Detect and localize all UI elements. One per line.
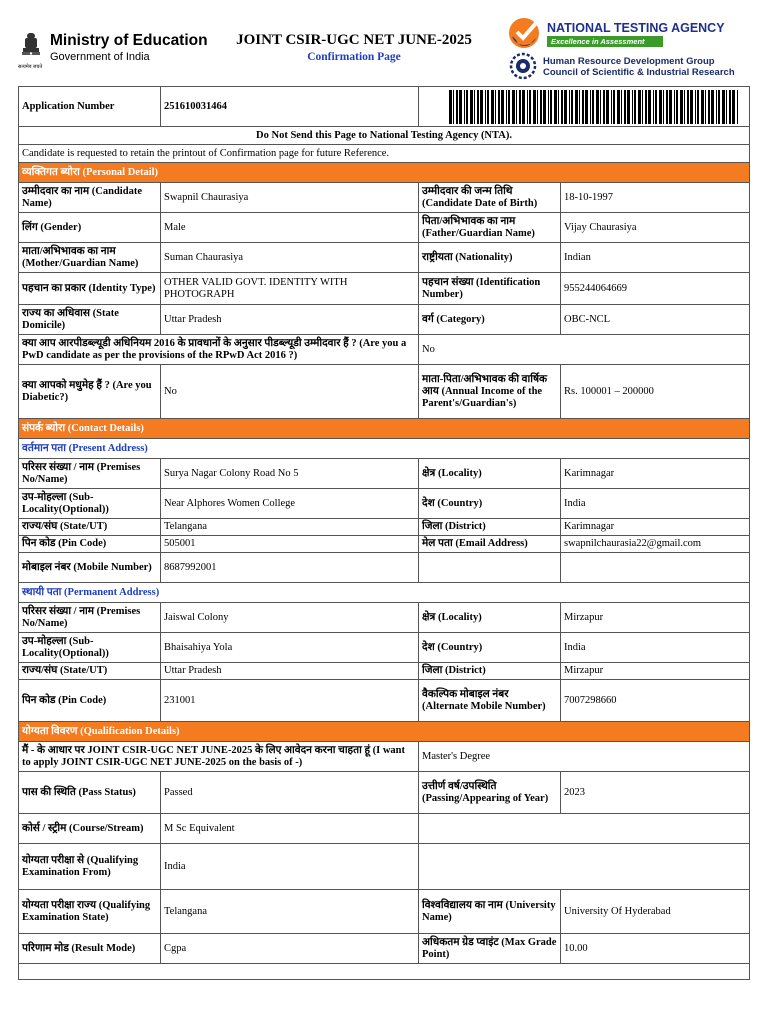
barcode-bar bbox=[453, 90, 454, 124]
table-row bbox=[19, 633, 750, 663]
email-label: मेल पता (Email Address) bbox=[419, 536, 561, 553]
diabetic-label: क्या आपको मधुमेह हैं ? (Are you Diabetic?) bbox=[19, 365, 161, 419]
permanent-address-header: स्थायी पता (Permanent Address) bbox=[19, 583, 750, 603]
present-premises-label: परिसर संख्या / नाम (Premises No/Name) bbox=[19, 459, 161, 489]
diabetic-value: No bbox=[161, 365, 419, 419]
barcode-bar bbox=[711, 90, 714, 124]
alt-mobile-value: 7007298660 bbox=[561, 680, 750, 722]
present-address-header: वर्तमान पता (Present Address) bbox=[19, 439, 750, 459]
application-number-label: Application Number bbox=[19, 87, 161, 127]
barcode-bar bbox=[716, 90, 717, 124]
empty-cell bbox=[419, 844, 750, 890]
perm-premises-value: Jaiswal Colony bbox=[161, 603, 419, 633]
table-row bbox=[19, 305, 750, 335]
income-label: माता-पिता/अभिभावक की वार्षिक आय (Annual Income of the Parent's/Guardian's) bbox=[419, 365, 561, 419]
perm-state-value: Uttar Pradesh bbox=[161, 663, 419, 680]
result-mode-value: Cgpa bbox=[161, 934, 419, 964]
perm-premises-label: परिसर संख्या / नाम (Premises No/Name) bbox=[19, 603, 161, 633]
barcode-bar bbox=[459, 90, 462, 124]
barcode-bar bbox=[561, 90, 563, 124]
present-state-value: Telangana bbox=[161, 519, 419, 536]
ministry-title: Ministry of Education bbox=[50, 32, 208, 49]
barcode-bar bbox=[571, 90, 573, 124]
present-sublocality-label: उप-मोहल्ला (Sub-Locality(Optional)) bbox=[19, 489, 161, 519]
barcode-bar bbox=[590, 90, 591, 124]
nta-logo-icon bbox=[506, 16, 546, 50]
agency-name: NATIONAL TESTING AGENCY bbox=[547, 21, 725, 35]
application-number: 251610031464 bbox=[161, 87, 419, 127]
barcode-bar bbox=[613, 90, 615, 124]
barcode-bar bbox=[548, 90, 549, 124]
basis-label: मैं - के आधार पर JOINT CSIR-UGC NET JUNE-2025 के लिए आवेदन करना चाहता हूं (I want to apply JOINT CSIR-UGC NET JUNE-2025 on the basis of -) bbox=[19, 742, 419, 772]
barcode-bar bbox=[600, 90, 601, 124]
barcode-bar bbox=[464, 90, 465, 124]
barcode-bar bbox=[449, 90, 452, 124]
table-row bbox=[19, 844, 750, 890]
pass-status-label: पास की स्थिति (Pass Status) bbox=[19, 772, 161, 814]
perm-district-label: जिला (District) bbox=[419, 663, 561, 680]
barcode-bar bbox=[722, 90, 725, 124]
present-premises-value: Surya Nagar Colony Road No 5 bbox=[161, 459, 419, 489]
pass-status-value: Passed bbox=[161, 772, 419, 814]
personal-section-header: व्यक्तिगत ब्योरा (Personal Detail) bbox=[19, 163, 750, 183]
barcode-bar bbox=[621, 90, 622, 124]
barcode-bar bbox=[540, 90, 542, 124]
barcode-bar bbox=[477, 90, 479, 124]
barcode-image bbox=[449, 90, 741, 124]
exam-state-label: योग्यता परीक्षा राज्य (Qualifying Examination State) bbox=[19, 890, 161, 934]
barcode-bar bbox=[516, 90, 517, 124]
father-label: पिता/अभिभावक का नाम (Father/Guardian Name) bbox=[419, 213, 561, 243]
table-row bbox=[19, 519, 750, 536]
present-district-value: Karimnagar bbox=[561, 519, 750, 536]
application-row bbox=[19, 87, 750, 127]
exam-from-label: योग्यता परीक्षा से (Qualifying Examination From) bbox=[19, 844, 161, 890]
barcode-bar bbox=[485, 90, 486, 124]
gender-label: लिंग (Gender) bbox=[19, 213, 161, 243]
table-row bbox=[19, 365, 750, 419]
emblem-caption: सत्यमेव जयते bbox=[18, 65, 43, 70]
barcode-bar bbox=[634, 90, 636, 124]
barcode-bar bbox=[627, 90, 630, 124]
gender-value: Male bbox=[161, 213, 419, 243]
perm-sublocality-label: उप-मोहल्ला (Sub-Locality(Optional)) bbox=[19, 633, 161, 663]
table-row bbox=[19, 934, 750, 964]
perm-pin-value: 231001 bbox=[161, 680, 419, 722]
empty-cell bbox=[419, 553, 561, 583]
barcode-bar bbox=[676, 90, 678, 124]
present-pin-label: पिन कोड (Pin Code) bbox=[19, 536, 161, 553]
barcode-bar bbox=[554, 90, 557, 124]
barcode-bar bbox=[642, 90, 643, 124]
mother-value: Suman Chaurasiya bbox=[161, 243, 419, 273]
ministry-logo bbox=[18, 30, 208, 70]
table-row bbox=[19, 335, 750, 365]
barcode-bar bbox=[474, 90, 475, 124]
barcode-cell bbox=[419, 87, 750, 127]
perm-locality-value: Mirzapur bbox=[561, 603, 750, 633]
barcode-bar bbox=[564, 90, 567, 124]
page-header bbox=[0, 0, 768, 86]
do-not-send-notice: Do Not Send this Page to National Testing Agency (NTA). bbox=[19, 127, 750, 145]
category-label: वर्ग (Category) bbox=[419, 305, 561, 335]
domicile-value: Uttar Pradesh bbox=[161, 305, 419, 335]
barcode-bar bbox=[655, 90, 657, 124]
barcode-bar bbox=[705, 90, 706, 124]
barcode-bar bbox=[498, 90, 500, 124]
barcode-bar bbox=[501, 90, 504, 124]
barcode-bar bbox=[470, 90, 473, 124]
table-row bbox=[19, 814, 750, 844]
exam-title: JOINT CSIR-UGC NET JUNE-2025 bbox=[236, 32, 472, 48]
perm-locality-label: क्षेत्र (Locality) bbox=[419, 603, 561, 633]
present-country-value: India bbox=[561, 489, 750, 519]
barcode-bar bbox=[527, 90, 528, 124]
barcode-bar bbox=[659, 90, 662, 124]
mobile-label: मोबाइल नंबर (Mobile Number) bbox=[19, 553, 161, 583]
pwd-label: क्या आप आरपीडब्ल्यूडी अधिनियम 2016 के प्रावधानों के अनुसार पीडब्ल्यूडी उम्मीदवार हैं ? (Are you a PwD candidate as per the provisions of the RPwD Act 2016 ?) bbox=[19, 335, 419, 365]
barcode-bar bbox=[701, 90, 704, 124]
barcode-bar bbox=[666, 90, 668, 124]
barcode-bar bbox=[684, 90, 685, 124]
nationality-label: राष्ट्रीयता (Nationality) bbox=[419, 243, 561, 273]
exam-from-value: India bbox=[161, 844, 419, 890]
present-locality-label: क्षेत्र (Locality) bbox=[419, 459, 561, 489]
university-label: विश्वविद्यालय का नाम (University Name) bbox=[419, 890, 561, 934]
barcode-bar bbox=[632, 90, 633, 124]
max-grade-label: अधिकतम ग्रेड प्वाइंट (Max Grade Point) bbox=[419, 934, 561, 964]
result-mode-label: परिणाम मोड (Result Mode) bbox=[19, 934, 161, 964]
id-type-label: पहचान का प्रकार (Identity Type) bbox=[19, 273, 161, 305]
barcode-bar bbox=[680, 90, 683, 124]
table-row bbox=[19, 663, 750, 680]
perm-state-label: राज्य/संघ (State/UT) bbox=[19, 663, 161, 680]
barcode-bar bbox=[611, 90, 612, 124]
barcode-bar bbox=[690, 90, 693, 124]
barcode-bar bbox=[695, 90, 696, 124]
barcode-bar bbox=[617, 90, 620, 124]
perm-country-value: India bbox=[561, 633, 750, 663]
barcode-bar bbox=[708, 90, 710, 124]
barcode-bar bbox=[603, 90, 605, 124]
empty-cell bbox=[419, 814, 750, 844]
barcode-bar bbox=[480, 90, 483, 124]
barcode-bar bbox=[596, 90, 599, 124]
barcode-bar bbox=[550, 90, 552, 124]
dob-label: उम्मीदवार की जन्म तिथि (Candidate Date of Birth) bbox=[419, 183, 561, 213]
barcode-bar bbox=[653, 90, 654, 124]
table-row bbox=[19, 603, 750, 633]
barcode-bar bbox=[687, 90, 689, 124]
barcode-bar bbox=[729, 90, 731, 124]
alt-mobile-label: वैकल्पिक मोबाइल नंबर (Alternate Mobile Number) bbox=[419, 680, 561, 722]
barcode-bar bbox=[674, 90, 675, 124]
barcode-bar bbox=[606, 90, 609, 124]
barcode-bar bbox=[508, 90, 510, 124]
barcode-bar bbox=[487, 90, 489, 124]
barcode-bar bbox=[582, 90, 584, 124]
table-row bbox=[19, 273, 750, 305]
mobile-value: 8687992001 bbox=[161, 553, 419, 583]
perm-pin-label: पिन कोड (Pin Code) bbox=[19, 680, 161, 722]
retain-notice: Candidate is requested to retain the printout of Confirmation page for future Reference. bbox=[19, 145, 750, 163]
barcode-bar bbox=[512, 90, 515, 124]
table-row bbox=[19, 680, 750, 722]
present-state-label: राज्य/संघ (State/UT) bbox=[19, 519, 161, 536]
page-title: Confirmation Page bbox=[307, 51, 401, 63]
barcode-bar bbox=[569, 90, 570, 124]
barcode-bar bbox=[697, 90, 699, 124]
barcode-bar bbox=[737, 90, 738, 124]
passing-year-value: 2023 bbox=[561, 772, 750, 814]
id-number-value: 955244064669 bbox=[561, 273, 750, 305]
present-locality-value: Karimnagar bbox=[561, 459, 750, 489]
national-emblem-icon bbox=[18, 30, 44, 66]
category-value: OBC-NCL bbox=[561, 305, 750, 335]
table-row bbox=[19, 964, 750, 980]
max-grade-value: 10.00 bbox=[561, 934, 750, 964]
nationality-value: Indian bbox=[561, 243, 750, 273]
confirmation-table bbox=[18, 86, 750, 980]
agency-tagline: Excellence in Assessment bbox=[547, 36, 663, 47]
barcode-bar bbox=[732, 90, 735, 124]
barcode-bar bbox=[663, 90, 664, 124]
empty-cell bbox=[561, 553, 750, 583]
domicile-label: राज्य का अधिवास (State Domicile) bbox=[19, 305, 161, 335]
csir-logo-icon bbox=[509, 52, 537, 80]
group-name: Human Resource Development Group bbox=[543, 56, 715, 67]
passing-year-label: उत्तीर्ण वर्ष/उपस्थिति (Passing/Appearing of Year) bbox=[419, 772, 561, 814]
present-sublocality-value: Near Alphores Women College bbox=[161, 489, 419, 519]
barcode-bar bbox=[466, 90, 468, 124]
barcode-bar bbox=[529, 90, 531, 124]
ministry-subtitle: Government of India bbox=[50, 51, 150, 63]
id-number-label: पहचान संख्या (Identification Number) bbox=[419, 273, 561, 305]
candidate-name-label: उम्मीदवार का नाम (Candidate Name) bbox=[19, 183, 161, 213]
barcode-bar bbox=[519, 90, 521, 124]
barcode-bar bbox=[558, 90, 559, 124]
table-row bbox=[19, 459, 750, 489]
table-row bbox=[19, 772, 750, 814]
contact-section-header: संपर्क ब्योरा (Contact Details) bbox=[19, 419, 750, 439]
present-pin-value: 505001 bbox=[161, 536, 419, 553]
barcode-bar bbox=[648, 90, 651, 124]
perm-country-label: देश (Country) bbox=[419, 633, 561, 663]
perm-sublocality-value: Bhaisahiya Yola bbox=[161, 633, 419, 663]
candidate-name-value: Swapnil Chaurasiya bbox=[161, 183, 419, 213]
barcode-bar bbox=[638, 90, 641, 124]
table-row bbox=[19, 742, 750, 772]
table-row bbox=[19, 489, 750, 519]
barcode-bar bbox=[669, 90, 672, 124]
barcode-bar bbox=[495, 90, 496, 124]
income-value: Rs. 100001 – 200000 bbox=[561, 365, 750, 419]
barcode-bar bbox=[718, 90, 720, 124]
barcode-bar bbox=[537, 90, 538, 124]
barcode-bar bbox=[645, 90, 647, 124]
course-value: M Sc Equivalent bbox=[161, 814, 419, 844]
table-row bbox=[19, 536, 750, 553]
mother-label: माता/अभिभावक का नाम (Mother/Guardian Name) bbox=[19, 243, 161, 273]
table-row bbox=[19, 553, 750, 583]
dob-value: 18-10-1997 bbox=[561, 183, 750, 213]
barcode-bar bbox=[506, 90, 507, 124]
table-row bbox=[19, 213, 750, 243]
present-district-label: जिला (District) bbox=[419, 519, 561, 536]
present-country-label: देश (Country) bbox=[419, 489, 561, 519]
qualification-section-header: योग्यता विवरण (Qualification Details) bbox=[19, 722, 750, 742]
email-value: swapnilchaurasia22@gmail.com bbox=[561, 536, 750, 553]
basis-value: Master's Degree bbox=[419, 742, 750, 772]
father-value: Vijay Chaurasiya bbox=[561, 213, 750, 243]
barcode-bar bbox=[585, 90, 588, 124]
id-type-value: OTHER VALID GOVT. IDENTITY WITH PHOTOGRAPH bbox=[161, 273, 419, 305]
perm-district-value: Mirzapur bbox=[561, 663, 750, 680]
university-value: University Of Hyderabad bbox=[561, 890, 750, 934]
barcode-bar bbox=[456, 90, 458, 124]
exam-state-value: Telangana bbox=[161, 890, 419, 934]
barcode-bar bbox=[575, 90, 578, 124]
table-row bbox=[19, 243, 750, 273]
barcode-bar bbox=[579, 90, 580, 124]
barcode-bar bbox=[726, 90, 727, 124]
barcode-bar bbox=[522, 90, 525, 124]
table-row bbox=[19, 183, 750, 213]
barcode-bar bbox=[491, 90, 494, 124]
course-label: कोर्स / स्ट्रीम (Course/Stream) bbox=[19, 814, 161, 844]
table-row bbox=[19, 890, 750, 934]
pwd-value: No bbox=[419, 335, 750, 365]
council-name: Council of Scientific & Industrial Research bbox=[543, 67, 735, 78]
barcode-bar bbox=[543, 90, 546, 124]
barcode-bar bbox=[533, 90, 536, 124]
empty-cell bbox=[19, 964, 750, 980]
barcode-bar bbox=[592, 90, 594, 124]
barcode-bar bbox=[624, 90, 626, 124]
